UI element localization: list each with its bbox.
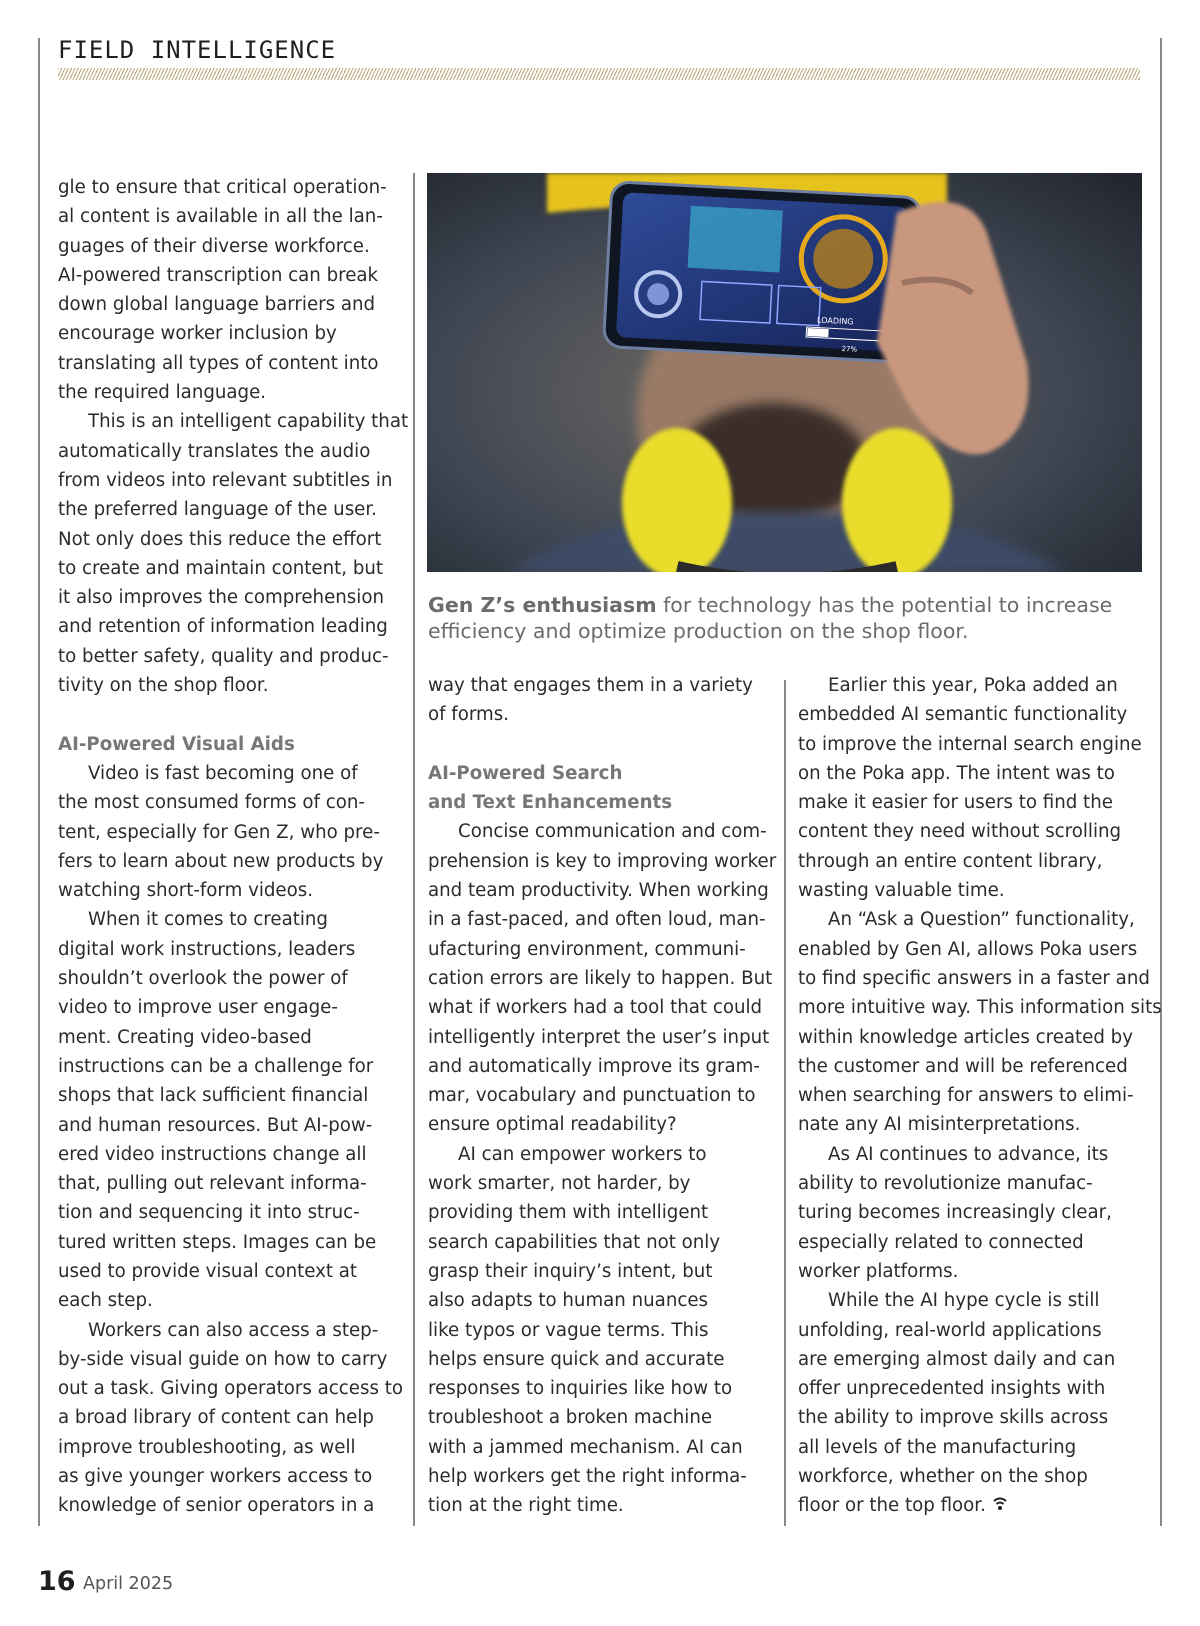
line-text: embedded AI semantic functionality [798,704,1128,726]
text-line [58,583,403,612]
text-line [428,847,777,876]
text-line [428,876,773,905]
line-text: through an entire content library, [798,850,1103,872]
text-line [428,671,773,700]
line-text: Earlier this year, Poka added an [828,675,1118,696]
line-text: what if workers had a tool that could [428,997,763,1019]
text-line [58,1081,403,1110]
photo-caption [428,592,1148,644]
line-text: Concise communication and com- [458,821,767,843]
text-line [428,1110,773,1139]
line-text: al content is available in all the lan- [58,206,383,228]
text-line [428,1257,773,1286]
line-text: As AI continues to advance, its [828,1143,1109,1165]
text-line [58,495,403,524]
text-line [428,1462,773,1491]
line-text: prehension is key to improving worker [428,850,777,872]
text-line [798,1198,1148,1227]
text-line [798,1316,1148,1345]
text-line [58,437,403,466]
text-line [428,1023,773,1052]
text-line [798,700,1148,729]
line-text: helps ensure quick and accurate [428,1348,725,1370]
line-text: content they need without scrolling [798,821,1122,843]
loading-progress-fill [807,328,828,337]
text-line [58,173,403,202]
text-line [58,612,403,641]
text-line [58,1111,403,1140]
right-page-border [1160,38,1162,1526]
header-hatch-band [58,68,1140,80]
line-text: automatically translates the audio [58,440,371,462]
line-text: like typos or vague terms. This [428,1319,709,1341]
text-line [58,876,403,905]
text-line [58,1169,403,1198]
text-line [428,1052,773,1081]
text-line [798,759,1148,788]
line-text: guages of their diverse workforce. [58,235,370,257]
line-text: ment. Creating video-based [58,1026,312,1048]
text-line [58,1228,403,1257]
wifi-end-mark-icon [992,1496,1008,1512]
line-text: AI-powered transcription can break [58,264,379,286]
line-text: to improve the internal search engine [798,733,1142,755]
line-text: cation errors are likely to happen. But [428,967,773,989]
subhead-line [58,730,403,759]
text-line [798,993,1162,1022]
loading-percent: 27% [841,344,858,354]
text-line [58,378,403,407]
line-text: the most consumed forms of con- [58,792,365,814]
article-column-2 [428,671,777,1521]
line-text: mar, vocabulary and punctuation to [428,1085,756,1107]
line-text: intelligently interpret the user’s input [428,1026,770,1048]
loading-label: LOADING [816,315,854,327]
text-line [58,554,403,583]
line-text: especially related to connected [798,1231,1084,1253]
text-line [428,1491,773,1520]
line-text: translating all types of content into [58,352,379,374]
line-text: on the Poka app. The intent was to [798,762,1115,784]
text-line [428,905,773,934]
text-line [58,1403,403,1432]
text-line [58,1257,403,1286]
issue-date: April 2025 [83,1574,174,1594]
line-text: This is an intelligent capability that [88,411,409,433]
text-line [798,1052,1148,1081]
text-line [58,935,403,964]
line-text: fers to learn about new products by [58,850,384,872]
line-text: troubleshoot a broken machine [428,1407,713,1429]
line-text: in a fast-paced, and often loud, man- [428,909,766,931]
line-text: tivity on the shop floor. [58,675,269,697]
text-line [798,1228,1148,1257]
text-line [798,730,1148,759]
line-text: are emerging almost daily and can [798,1348,1116,1370]
line-text: by-side visual guide on how to carry [58,1348,388,1370]
line-text: the preferred language of the user. [58,499,377,521]
text-line [798,876,1148,905]
text-line [58,847,403,876]
text-line [798,1140,1148,1169]
line-text: tion at the right time. [428,1495,624,1517]
line-text: it also improves the comprehension [58,587,384,609]
page-number: 16 [38,1566,76,1597]
text-line [798,1286,1148,1315]
text-line [798,1462,1148,1491]
text-line [58,671,403,700]
line-text: grasp their inquiry’s intent, but [428,1260,713,1282]
line-text: While the AI hype cycle is still [828,1290,1100,1312]
line-text: help workers get the right informa- [428,1466,747,1488]
text-line [798,1403,1148,1432]
text-line [428,964,773,993]
line-text: digital work instructions, leaders [58,938,356,960]
text-line [428,1374,773,1403]
text-line [798,905,1148,934]
line-text: tion and sequencing it into struc- [58,1202,360,1224]
text-line [58,964,403,993]
line-text: floor or the top floor. [798,1495,986,1517]
text-line [798,1257,1148,1286]
text-line [798,935,1148,964]
section-label: FIELD INTELLIGENCE [58,36,337,64]
line-text: also adapts to human nuances [428,1290,709,1312]
text-line [428,1198,773,1227]
text-line [58,1316,403,1345]
text-line [58,349,403,378]
line-text: within knowledge articles created by [798,1026,1133,1048]
article-column-3 [798,671,1162,1521]
text-line [58,466,403,495]
line-text: the customer and will be referenced [798,1055,1128,1077]
text-line [58,261,403,290]
text-line [58,1433,403,1462]
text-line [428,935,773,964]
text-line [428,1403,773,1432]
text-line [58,642,403,671]
line-text: turing becomes increasingly clear, [798,1202,1112,1224]
text-line [58,1052,403,1081]
text-line [428,817,773,846]
text-line [58,1286,403,1315]
text-line [58,1374,403,1403]
line-text: worker platforms. [798,1260,959,1282]
text-line [58,993,403,1022]
text-line [58,232,403,261]
text-line [428,1433,773,1462]
line-text: AI-Powered Visual Aids [58,733,295,755]
line-text: tured written steps. Images can be [58,1231,377,1253]
text-line [428,1316,773,1345]
text-line [428,700,773,729]
line-text: When it comes to creating [88,909,328,931]
line-text: knowledge of senior operators in a [58,1495,375,1517]
line-text: nate any AI misinterpretations. [798,1114,1081,1136]
line-text: the required language. [58,382,267,404]
text-line [428,1169,773,1198]
line-text: providing them with intelligent [428,1202,709,1224]
subhead-line [428,788,773,817]
article-photo [427,173,1142,572]
caption-line1: for technology has the potential to increase [656,593,1113,617]
text-line [58,905,403,934]
text-line [58,1491,403,1520]
text-line [798,1169,1148,1198]
article-column-1 [58,173,409,1521]
line-text: the ability to improve skills across [798,1407,1109,1429]
line-text: Not only does this reduce the effort [58,528,382,550]
line-text: and automatically improve its gram- [428,1055,760,1077]
text-line [58,525,403,554]
line-text: search capabilities that not only [428,1231,721,1253]
line-text: more intuitive way. This information sits [798,997,1162,1019]
line-text: a broad library of content can help [58,1407,374,1429]
caption-lead: Gen Z’s enthusiasm [428,593,657,617]
text-line [798,1345,1148,1374]
line-text: AI-Powered Search [428,762,623,784]
text-line [798,1374,1148,1403]
line-text: and Text Enhancements [428,792,673,814]
column-divider-2 [784,680,786,1526]
text-line [428,1345,773,1374]
text-line [798,1491,1148,1520]
text-line [58,1198,403,1227]
text-line [428,1286,773,1315]
text-line [428,993,773,1022]
line-text: from videos into relevant subtitles in [58,469,393,491]
line-text: each step. [58,1290,153,1312]
line-text: ability to revolutionize manufac- [798,1173,1093,1195]
text-line [798,964,1148,993]
text-line [798,1081,1148,1110]
text-line [798,1433,1148,1462]
text-line [798,1110,1148,1139]
line-text: and human resources. But AI-pow- [58,1114,373,1136]
line-text: tent, especially for Gen Z, who pre- [58,821,380,843]
line-text: offer unprecedented insights with [798,1378,1106,1400]
line-text: instructions can be a challenge for [58,1055,374,1077]
text-line [58,1140,403,1169]
line-text: to find specific answers in a faster and [798,967,1150,989]
subhead-line [428,759,773,788]
line-text: all levels of the manufacturing [798,1436,1077,1458]
line-text: make it easier for users to find the [798,792,1113,814]
line-text: to better safety, quality and produc- [58,645,389,667]
line-text: ufacturing environment, communi- [428,938,746,960]
line-text: out a task. Giving operators access to [58,1378,403,1400]
line-text: as give younger workers access to [58,1466,373,1488]
line-text: enabled by Gen AI, allows Poka users [798,938,1138,960]
text-line [58,1462,403,1491]
text-line [58,759,403,788]
text-line [58,319,403,348]
text-line [798,847,1148,876]
line-text: workforce, whether on the shop [798,1466,1088,1488]
line-text: ensure optimal readability? [428,1114,677,1136]
line-text: responses to inquiries like how to [428,1378,733,1400]
column-divider-1 [413,173,415,1526]
line-text: to create and maintain content, but [58,557,384,579]
line-text: video to improve user engage- [58,997,338,1019]
line-text: AI can empower workers to [458,1143,707,1165]
text-line [58,700,403,729]
line-text: Video is fast becoming one of [88,762,358,784]
text-line [58,290,403,319]
line-text: improve troubleshooting, as well [58,1436,356,1458]
text-line [428,1140,773,1169]
line-text: unfolding, real-world applications [798,1319,1102,1341]
line-text: Workers can also access a step- [88,1319,379,1341]
text-line [428,1081,773,1110]
text-line [58,407,409,436]
line-text: down global language barriers and [58,294,376,316]
line-text: ered video instructions change all [58,1143,367,1165]
text-line [58,788,403,817]
line-text: An “Ask a Question” functionality, [828,909,1135,931]
caption-line2: efficiency and optimize production on the shop floor. [428,619,969,643]
text-line [798,671,1148,700]
text-line [58,1023,403,1052]
text-line [428,730,773,759]
line-text: shops that lack sufficient financial [58,1085,369,1107]
line-text: way that engages them in a variety [428,675,753,696]
left-page-border [38,38,40,1526]
line-text: that, pulling out relevant informa- [58,1173,367,1195]
line-text: wasting valuable time. [798,880,1005,902]
line-text: when searching for answers to elimi- [798,1085,1134,1107]
line-text: with a jammed mechanism. AI can [428,1436,743,1458]
text-line [58,818,403,847]
line-text: and team productivity. When working [428,880,769,902]
text-line [428,1228,773,1257]
line-text: and retention of information leading [58,616,388,638]
line-text: encourage worker inclusion by [58,323,337,345]
line-text: watching short-form videos. [58,880,314,902]
text-line [798,788,1148,817]
text-line [798,1023,1148,1052]
line-text: of forms. [428,704,509,726]
text-line [798,817,1148,846]
text-line [58,1345,403,1374]
line-text: used to provide visual context at [58,1260,358,1282]
line-text: work smarter, not harder, by [428,1173,691,1195]
worker-with-smartphone-illustration [427,173,1142,572]
line-text: gle to ensure that critical operation- [58,177,387,198]
text-line [58,202,403,231]
line-text: shouldn’t overlook the power of [58,968,348,990]
